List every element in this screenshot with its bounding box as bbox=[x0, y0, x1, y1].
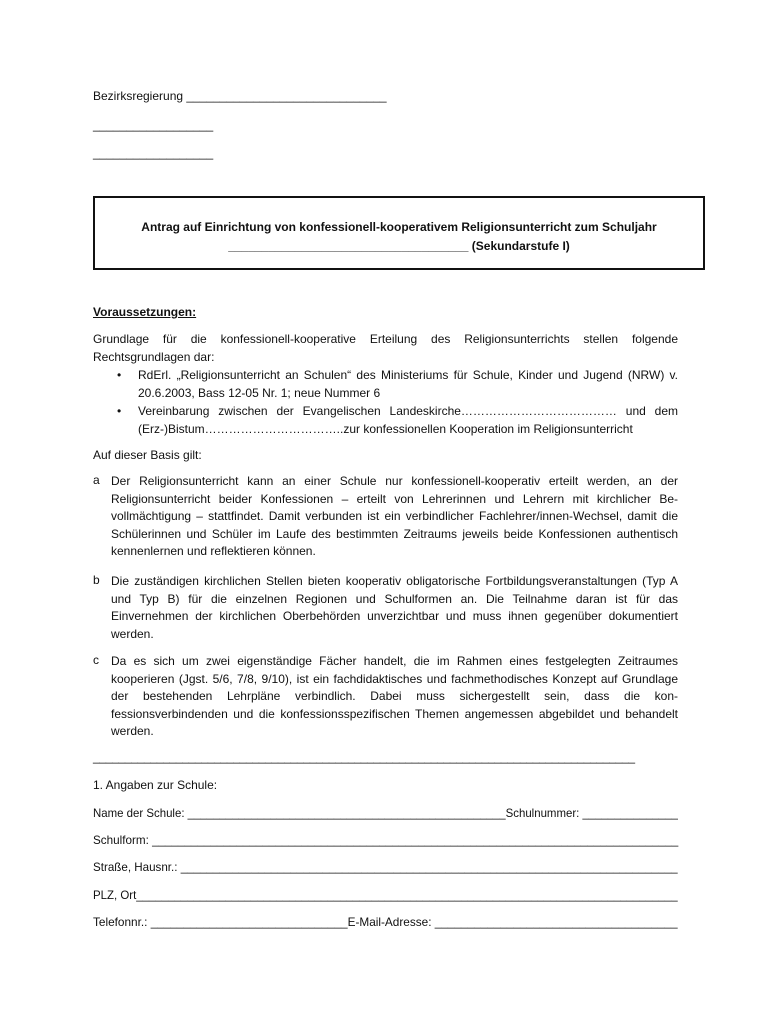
phone-email-field[interactable]: Telefonnr.: ______________________________E-Mail-Adresse: _____________________________________ bbox=[93, 915, 678, 929]
bezirksregierung-line: Bezirksregierung ______________________________ bbox=[93, 89, 387, 103]
item-b-text: Die zuständigen kirchlichen Stellen bieten kooperativ obligatorische Fortbildungsveranstaltungen (Typ A und Typ B) für die einzelnen Regionen und Schulformen an. Die Teilnahme daran ist für das Einvernehmen der kirchlichen Oberbehörden unverzichtbar und muss ihnen gegenüber dokumentiert werden. bbox=[111, 574, 678, 641]
item-c-label: c bbox=[93, 653, 99, 667]
voraussetzungen-heading: Voraussetzungen: bbox=[93, 305, 197, 319]
postcode-city-field[interactable]: PLZ, Ort_____________________________________________________________________________________ bbox=[93, 888, 678, 902]
title-line-1: Antrag auf Einrichtung von konfessionell-kooperativem Religionsunterricht zum Schuljahr bbox=[141, 220, 657, 234]
section-separator: _____________________________________________________________________________________ bbox=[93, 750, 635, 764]
bullet-icon: • bbox=[117, 404, 122, 418]
bullet-item-1: RdErl. „Religionsunterricht an Schulen“ des Ministeriums für Schule, Kinder und Jugend (NRW) v. 20.6.2003, Bass 12-05 Nr. 1; neue Nummer 6 bbox=[138, 368, 678, 400]
bullet-icon: • bbox=[117, 368, 122, 382]
item-a-label: a bbox=[93, 473, 100, 487]
bullet-item-2: Vereinbarung zwischen der Evangelischen Landeskirche………………………………… und dem (Erz-)Bistum……………………………..zur konfessionellen Kooperation im Religionsunterricht bbox=[138, 404, 678, 436]
item-a-text: Der Religionsunterricht kann an einer Schule nur konfessionell-kooperativ erteilt werden, an der Religionsunterricht beider Konfessionen – erteilt von Lehrerinnen und Lehrern mit kirchlicher Bevollmächtigung – stattfindet. Damit verbunden ist ein verbindlicher Fachlehrer/innen-Wechsel, damit die Schülerinnen und Schüler im Laufe des bestimmten Zeitraums jeweils beide Konfessionen authentisch kennenlernen und reflektieren können. bbox=[111, 474, 678, 558]
item-c-text: Da es sich um zwei eigenständige Fächer handelt, die im Rahmen eines festgelegten Zeitraumes kooperieren (Jgst. 5/6, 7/8, 9/10), ist ein fachdidaktisches und fachmethodisches Konzept auf Grundlage der bestehenden Lehrpläne verbindlich. Dabei muss sichergestellt sein, dass die konfessionsverbindenden und die konfessionsspezifischen Themen angemessen abgebildet und behandelt werden. bbox=[111, 654, 678, 738]
street-field[interactable]: Straße, Hausnr.: _____________________________________________________________________________ bbox=[93, 860, 678, 874]
basis-text: Auf dieser Basis gilt: bbox=[93, 448, 202, 462]
school-type-field[interactable]: Schulform: _________________________________________________________________________________ bbox=[93, 833, 679, 847]
address-line-3: __________________ bbox=[93, 146, 214, 160]
address-line-2: __________________ bbox=[93, 118, 214, 132]
section-1-heading: 1. Angaben zur Schule: bbox=[93, 778, 218, 792]
title-line-2: ____________________________________ (Sekundarstufe I) bbox=[228, 239, 570, 253]
title-box bbox=[93, 196, 705, 270]
intro-paragraph: Grundlage für die konfessionell-kooperative Erteilung des Religionsunterrichts stellen folgende Rechtsgrundlagen dar: bbox=[93, 332, 678, 364]
school-name-field[interactable]: Name der Schule: __________________________________________________Schulnummer: _______________ bbox=[93, 806, 678, 820]
item-b-label: b bbox=[93, 573, 100, 587]
